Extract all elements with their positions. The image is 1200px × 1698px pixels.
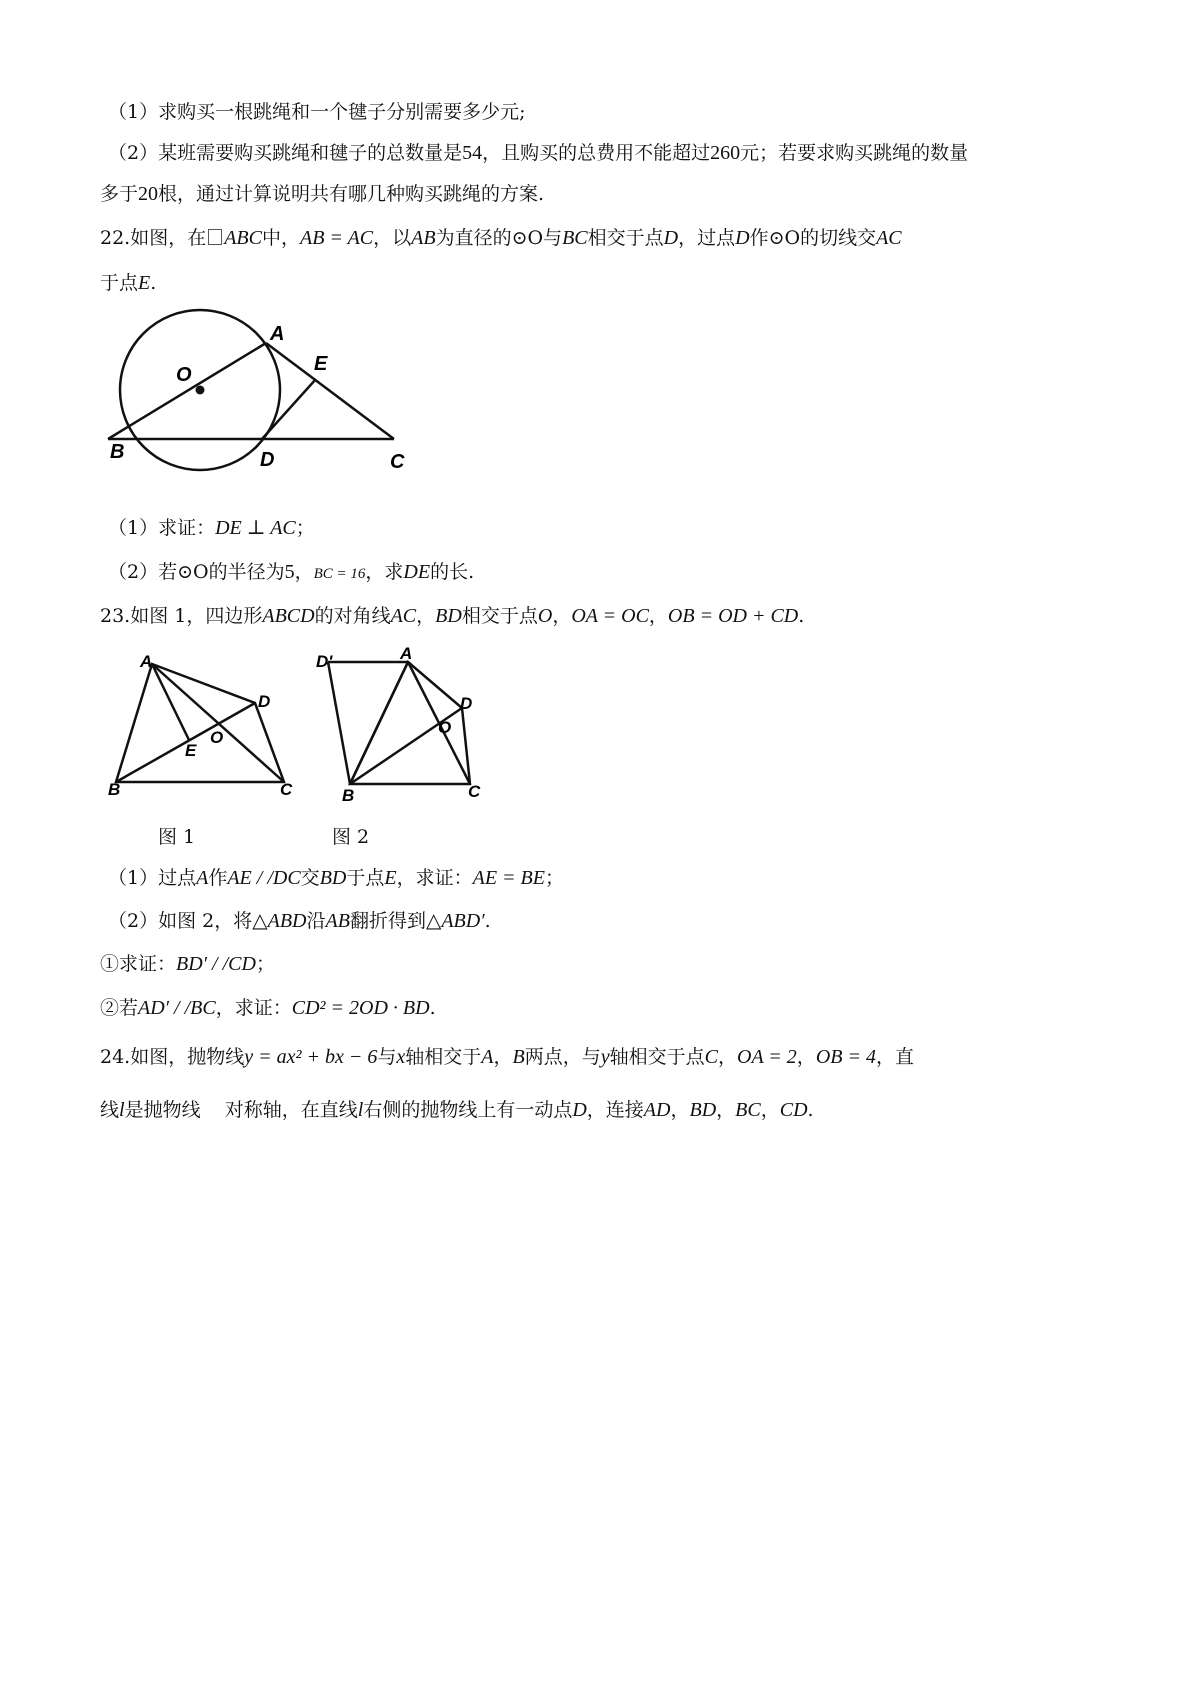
q23-part1-a: A bbox=[196, 867, 209, 889]
label-e-fig1: E bbox=[185, 741, 197, 760]
q23-text-7: . bbox=[798, 605, 805, 627]
label-o: O bbox=[176, 364, 192, 386]
label-c-fig1: C bbox=[280, 780, 293, 799]
q23-part1-ae-dc: AE / /DC bbox=[227, 867, 301, 889]
q23-sub2-end: . bbox=[429, 997, 436, 1019]
q23-eq2: OB = OD + CD bbox=[667, 605, 799, 627]
label-b-fig2: B bbox=[342, 786, 355, 805]
q23-sub1-end: ； bbox=[255, 953, 275, 975]
q24-text-2: 与 bbox=[377, 1046, 397, 1068]
q24-l2: l bbox=[357, 1099, 364, 1121]
q23-ac: AC bbox=[390, 605, 417, 627]
q23-part1-e: E bbox=[384, 867, 397, 889]
label-d: D bbox=[260, 449, 275, 471]
q23-eq1: OA = OC bbox=[571, 605, 649, 627]
q24-ob: OB = 4 bbox=[815, 1046, 876, 1068]
q22-e: E bbox=[138, 272, 151, 294]
q23-part2-ab: AB bbox=[325, 910, 350, 932]
q23-text-3: ， bbox=[416, 605, 436, 627]
q23-text-1: 23.如图 1，四边形 bbox=[100, 605, 263, 627]
q23-part1-text-c: 交 bbox=[300, 867, 320, 889]
label-o-fig2: O bbox=[438, 718, 452, 737]
q22-part2-text-a: （2）若⊙O的半径为 bbox=[108, 561, 285, 583]
q22-abc: ABC bbox=[224, 227, 262, 249]
q23-part1-text-f: ，求证： bbox=[396, 867, 473, 889]
q23-part1-text-a: （1）过点 bbox=[108, 867, 197, 889]
q23-part2-text-b: 沿 bbox=[306, 910, 326, 932]
q24-d: D bbox=[572, 1099, 587, 1121]
q21-n54: 54 bbox=[462, 142, 483, 164]
label-e: E bbox=[314, 353, 328, 375]
q22-part1 bbox=[108, 515, 315, 541]
q22-part1-text: （1）求证： bbox=[108, 517, 216, 539]
q22-stem-cont bbox=[100, 270, 156, 296]
q23-figure-1 bbox=[100, 645, 300, 805]
q24-text-5: 两点，与 bbox=[524, 1046, 601, 1068]
label-d-fig1: D bbox=[258, 692, 271, 711]
q23-abcd: ABCD bbox=[262, 605, 315, 627]
q24-cont-6: ， bbox=[716, 1099, 736, 1121]
q22-de: DE bbox=[403, 561, 431, 583]
quad-abcd-fig2 bbox=[350, 662, 473, 784]
q23-part1-text-d: 于点 bbox=[346, 867, 385, 889]
label-a: A bbox=[270, 323, 285, 345]
q24-text-1: 24.如图，抛物线 bbox=[100, 1046, 245, 1068]
label-d-fig2: D bbox=[460, 694, 473, 713]
triangle-placeholder-icon bbox=[208, 229, 222, 245]
q24-cont-2: 是抛物线 对称轴，在直线 bbox=[124, 1099, 358, 1121]
q22-bc: BC bbox=[562, 227, 588, 249]
caption-fig2: 图 2 bbox=[332, 826, 370, 848]
q22-part2-text-c: ，求 bbox=[365, 561, 404, 583]
q24-l1: l bbox=[119, 1099, 125, 1121]
q23-sub1-text: ①求证： bbox=[100, 953, 177, 975]
q24-parabola-eq: y = ax² + bx − 6 bbox=[244, 1046, 378, 1068]
q21-part2-text-c: 元；若要求购买跳绳的数量 bbox=[740, 142, 969, 164]
q21-n20: 20 bbox=[138, 183, 159, 205]
q22-part1-math: DE ⊥ AC bbox=[215, 517, 296, 539]
q22-text-8: 于点 bbox=[100, 272, 139, 294]
q22-eq: AB = AC bbox=[300, 227, 374, 249]
q22-text-1: 22.如图，在 bbox=[100, 227, 207, 249]
q22-d2: D bbox=[735, 227, 750, 249]
q22-part2-text-b: ， bbox=[294, 561, 314, 583]
label-b: B bbox=[110, 441, 125, 463]
q23-sub2-text-a: ②若 bbox=[100, 997, 139, 1019]
q23-bd: BD bbox=[435, 605, 462, 627]
q24-cd: CD bbox=[779, 1099, 808, 1121]
label-b-fig1: B bbox=[108, 780, 121, 799]
q22-radius: 5 bbox=[284, 561, 295, 583]
q24-c: C bbox=[704, 1046, 718, 1068]
segment-ac bbox=[266, 343, 394, 439]
q22-text-3: ，以 bbox=[373, 227, 412, 249]
q24-stem-cont bbox=[100, 1097, 814, 1123]
q22-text-5: 相交于点 bbox=[587, 227, 664, 249]
q24-x: x bbox=[396, 1046, 406, 1068]
q22-figure bbox=[100, 318, 420, 488]
segment-bd-prime bbox=[328, 662, 350, 784]
q23-sub2-math: AD′ / /BC bbox=[138, 997, 216, 1019]
q24-cont-3: 右侧的抛物线上有一动点 bbox=[363, 1099, 573, 1121]
q24-text-9: ，直 bbox=[875, 1046, 914, 1068]
q24-text-7: ， bbox=[717, 1046, 737, 1068]
q22-text-4: 为直径的⊙O与 bbox=[435, 227, 563, 249]
q23-sub2-text-b: ，求证： bbox=[215, 997, 292, 1019]
q22-stem bbox=[100, 225, 902, 251]
q23-text-5: ， bbox=[552, 605, 572, 627]
q21-part2-text-a: （2）某班需要购买跳绳和毽子的总数量是 bbox=[108, 142, 463, 164]
q24-stem bbox=[100, 1044, 914, 1070]
q22-text-2: 中， bbox=[262, 227, 301, 249]
q21-part1 bbox=[108, 99, 526, 125]
q21-n260: 260 bbox=[710, 142, 741, 164]
q24-bc: BC bbox=[735, 1099, 761, 1121]
q23-o: O bbox=[537, 605, 553, 627]
q22-part1-end: ； bbox=[295, 517, 315, 539]
q23-part2-text-a: （2）如图 2，将 bbox=[108, 910, 253, 932]
q23-sub1-math: BD′ / /CD bbox=[176, 953, 256, 975]
label-a-fig1: A bbox=[140, 652, 153, 671]
q24-b: B bbox=[512, 1046, 525, 1068]
q24-text-8: ， bbox=[796, 1046, 816, 1068]
q21-part3-text-b: 根，通过计算说明共有哪几种购买跳绳的方案. bbox=[158, 183, 545, 205]
q23-part2-tri-abd-prime: △ABD′ bbox=[425, 910, 485, 932]
label-a-fig2: A bbox=[400, 644, 413, 663]
caption-fig1: 图 1 bbox=[158, 826, 196, 848]
q21-part3-text-a: 多于 bbox=[100, 183, 139, 205]
segment-ab bbox=[108, 343, 266, 439]
q24-y: y bbox=[600, 1046, 610, 1068]
q23-part1-bd: BD bbox=[319, 867, 347, 889]
q23-part1-ae-be: AE = BE bbox=[472, 867, 545, 889]
q24-text-6: 轴相交于点 bbox=[609, 1046, 705, 1068]
quad-abcd-fig1 bbox=[116, 664, 284, 782]
q23-part1 bbox=[108, 865, 564, 891]
q24-cont-4: ，连接 bbox=[586, 1099, 644, 1121]
label-o-fig1: O bbox=[210, 728, 224, 747]
q23-sub2 bbox=[100, 995, 436, 1021]
q24-cont-1: 线 bbox=[100, 1099, 120, 1121]
q24-ad: AD bbox=[643, 1099, 671, 1121]
q23-sub1 bbox=[100, 951, 275, 977]
q21-part1-text: （1）求购买一根跳绳和一个毽子分别需要多少元; bbox=[108, 101, 526, 123]
q21-part2-cont bbox=[100, 181, 544, 207]
q24-text-4: ， bbox=[493, 1046, 513, 1068]
q23-part1-text-b: 作 bbox=[208, 867, 228, 889]
q24-text-3: 轴相交于 bbox=[405, 1046, 482, 1068]
label-c: C bbox=[390, 451, 405, 473]
q22-part2-text-e: 的长. bbox=[430, 561, 475, 583]
q24-bd: BD bbox=[689, 1099, 717, 1121]
segment-de bbox=[262, 379, 316, 439]
q21-part2 bbox=[108, 140, 968, 166]
q22-ac: AC bbox=[876, 227, 902, 249]
label-c-fig2: C bbox=[468, 782, 481, 801]
q22-d: D bbox=[663, 227, 679, 249]
q23-figure-2 bbox=[316, 644, 500, 805]
q22-text-9: . bbox=[150, 272, 157, 294]
label-d-prime: D' bbox=[316, 652, 333, 671]
q24-cont-7: ， bbox=[760, 1099, 780, 1121]
q23-part2 bbox=[108, 908, 491, 934]
q21-part2-text-b: ，且购买的总费用不能超过 bbox=[482, 142, 711, 164]
center-point bbox=[196, 386, 205, 395]
q24-cont-8: . bbox=[807, 1099, 814, 1121]
q24-cont-5: ， bbox=[670, 1099, 690, 1121]
q22-text-7: 作⊙O的切线交 bbox=[749, 227, 877, 249]
q23-sub2-math2: CD² = 2OD · BD bbox=[291, 997, 430, 1019]
q22-bc-16: BC = 16 bbox=[313, 566, 366, 582]
q23-part1-end: ； bbox=[544, 867, 564, 889]
q23-part2-end: . bbox=[484, 910, 491, 932]
q22-part2 bbox=[108, 559, 474, 587]
q23-part2-text-c: 翻折得到 bbox=[349, 910, 426, 932]
q23-text-2: 的对角线 bbox=[314, 605, 391, 627]
q23-text-6: ， bbox=[648, 605, 668, 627]
q23-stem bbox=[100, 603, 804, 629]
q24-oa: OA = 2 bbox=[737, 1046, 797, 1068]
q22-ab: AB bbox=[411, 227, 436, 249]
q24-a: A bbox=[481, 1046, 494, 1068]
q22-text-6: ，过点 bbox=[678, 227, 736, 249]
q23-part2-tri-abd: △ABD bbox=[252, 910, 307, 932]
q23-text-4: 相交于点 bbox=[461, 605, 538, 627]
